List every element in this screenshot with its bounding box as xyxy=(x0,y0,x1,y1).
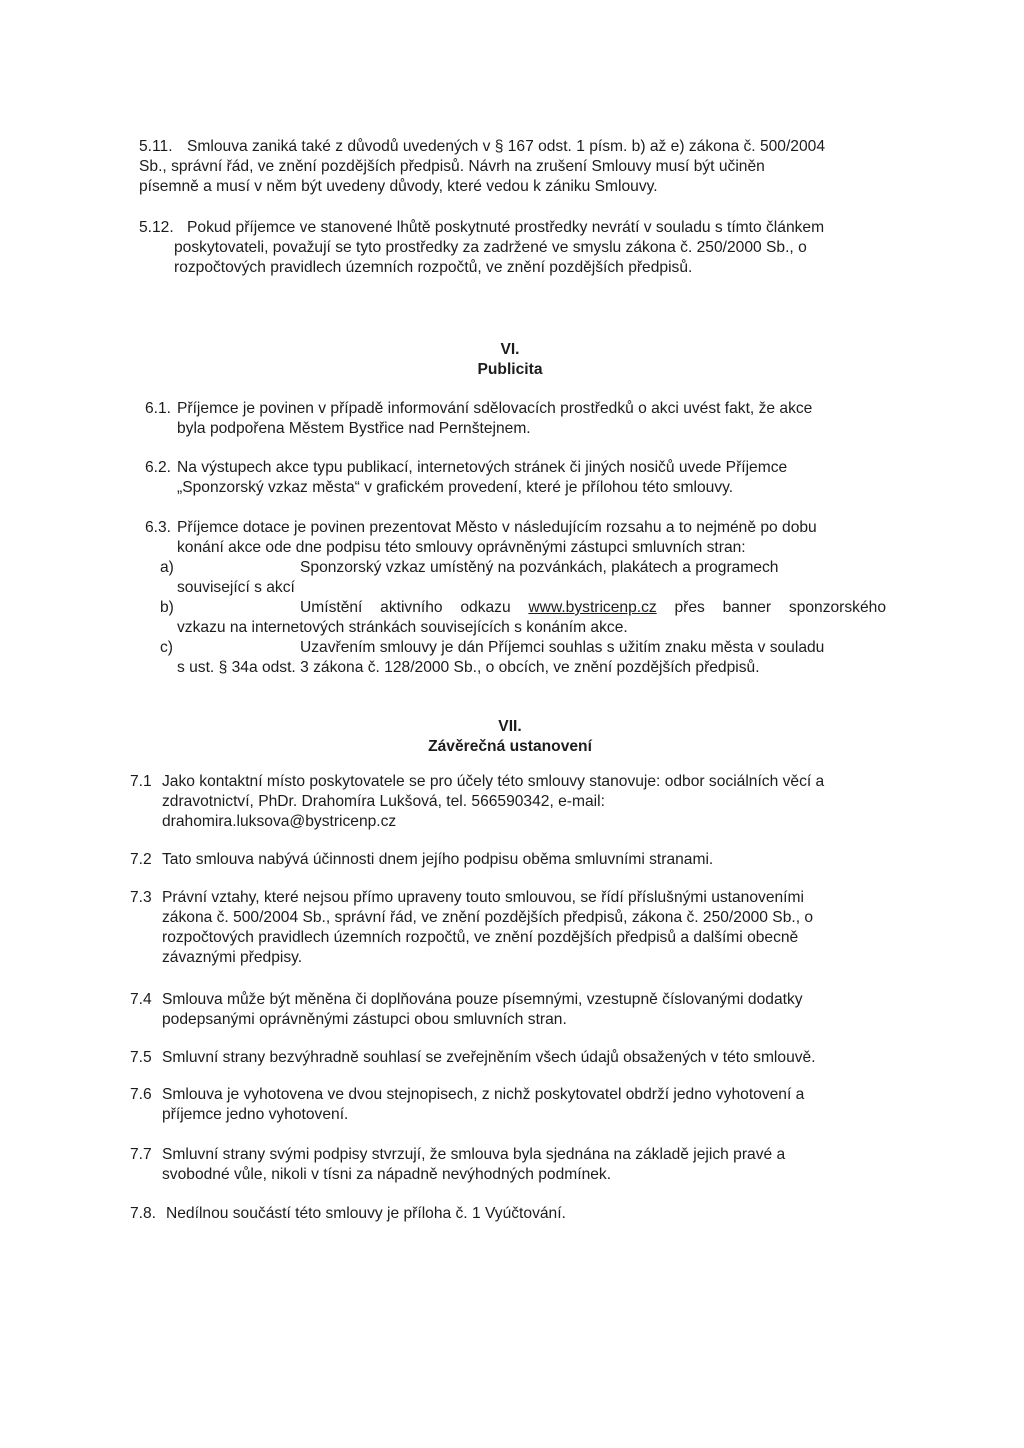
clause-7-3-line-2: zákona č. 500/2004 Sb., správní řád, ve znění pozdějších předpisů, zákona č. 250/2000 Sb., o xyxy=(162,909,814,926)
clause-6-2-line-1: Na výstupech akce typu publikací, internetových stránek či jiných nosičů uvede Příjemce xyxy=(177,459,788,476)
clause-number-7-4: 7.4 xyxy=(130,991,152,1008)
clause-number-6-3: 6.3. xyxy=(145,519,172,536)
clause-6-1-body xyxy=(177,399,897,439)
item-b-label: b) xyxy=(160,599,174,616)
section-6-title: Publicita xyxy=(477,361,543,378)
clause-7-7-body xyxy=(162,1145,898,1185)
clause-7-4-line-2: podepsanými oprávněnými zástupci obou smluvních stran. xyxy=(162,1011,567,1028)
item-c-label: c) xyxy=(160,639,173,656)
clause-5-12-line-3: rozpočtových pravidlech územních rozpočtů, ve znění pozdějších předpisů. xyxy=(174,259,693,276)
clause-7-2-body xyxy=(162,850,898,870)
item-a-line-1: Sponzorský vzkaz umístěný na pozvánkách, plakátech a programech xyxy=(300,559,779,576)
clause-7-8-body xyxy=(166,1204,898,1224)
section-6-roman: VI. xyxy=(500,341,520,358)
clause-7-1-body xyxy=(162,772,898,832)
clause-6-1-line-1: Příjemce je povinen v případě informování sdělovacích prostředků o akci uvést fakt, že akce xyxy=(177,400,813,417)
clause-7-1-line-3: drahomira.luksova@bystricenp.cz xyxy=(162,813,397,830)
clause-5-11-line-1: Smlouva zaniká také z důvodů uvedených v § 167 odst. 1 písm. b) až e) zákona č. 500/2004 xyxy=(187,138,825,155)
clause-5-11-body xyxy=(139,157,909,197)
clause-7-4-line-1: Smlouva může být měněna či doplňována pouze písemnými, vzestupně číslovanými dodatky xyxy=(162,991,803,1008)
clause-7-3-line-4: závaznými předpisy. xyxy=(162,949,303,966)
clause-number-7-5: 7.5 xyxy=(130,1049,152,1066)
clause-5-11-line-3: písemně a musí v něm být uvedeny důvody, které vedou k zániku Smlouvy. xyxy=(139,178,658,195)
clause-7-3-body xyxy=(162,888,898,968)
clause-number-6-2: 6.2. xyxy=(145,459,172,476)
item-c-line-1: Uzavřením smlouvy je dán Příjemci souhlas s užitím znaku města v souladu xyxy=(300,639,825,656)
clause-6-2-body xyxy=(177,458,887,498)
item-a-line-2: související s akcí xyxy=(177,579,295,596)
clause-7-1-line-2: zdravotnictví, PhDr. Drahomíra Lukšová, tel. 566590342, e-mail: xyxy=(162,793,605,810)
item-b-line-2-wrap xyxy=(177,618,877,638)
clause-6-3-line-2: konání akce ode dne podpisu této smlouvy oprávněnými zástupci smluvních stran: xyxy=(177,539,746,556)
section-7-title: Závěrečná ustanovení xyxy=(428,738,592,755)
clause-7-5-body xyxy=(162,1048,898,1068)
item-a-line-2-wrap xyxy=(177,578,877,598)
clause-number-7-7: 7.7 xyxy=(130,1146,152,1163)
item-c-line-2: s ust. § 34a odst. 3 zákona č. 128/2000 Sb., o obcích, ve znění pozdějších předpisů. xyxy=(177,659,760,676)
clause-5-11-first-line-wrap xyxy=(187,137,909,157)
clause-number-7-2: 7.2 xyxy=(130,851,152,868)
clause-7-4-body xyxy=(162,990,898,1030)
section-7-roman: VII. xyxy=(498,718,522,735)
clause-7-7-line-2: svobodné vůle, nikoli v tísni za nápadně nevýhodných podmínek. xyxy=(162,1166,612,1183)
clause-5-12-body xyxy=(174,238,909,278)
item-b-line-1-pre: Umístění aktivního odkazu xyxy=(300,599,511,616)
clause-7-2-line-1: Tato smlouva nabývá účinnosti dnem jejího podpisu oběma smluvními stranami. xyxy=(162,851,714,868)
clause-7-5-line-1: Smluvní strany bezvýhradně souhlasí se zveřejněním všech údajů obsažených v této smlouvě. xyxy=(162,1049,816,1066)
clause-6-3-body xyxy=(177,518,897,558)
item-c-line-1-wrap xyxy=(300,638,886,658)
item-a-line-1-wrap xyxy=(300,558,886,578)
clause-number-5-12: 5.12. xyxy=(139,219,174,236)
item-b-line-1-post: přes banner sponzorského xyxy=(674,599,886,616)
clause-7-6-line-1: Smlouva je vyhotovena ve dvou stejnopisech, z nichž poskytovatel obdrží jedno vyhotovení a xyxy=(162,1086,805,1103)
item-c-line-2-wrap xyxy=(177,658,877,678)
clause-6-3-line-1: Příjemce dotace je povinen prezentovat Město v následujícím rozsahu a to nejméně po dobu xyxy=(177,519,817,536)
clause-7-3-line-3: rozpočtových pravidlech územních rozpočtů, ve znění pozdějších předpisů a dalšími obecně xyxy=(162,929,799,946)
clause-6-1-line-2: byla podpořena Městem Bystřice nad Pernštejnem. xyxy=(177,420,531,437)
clause-number-7-1: 7.1 xyxy=(130,773,152,790)
clause-7-7-line-1: Smluvní strany svými podpisy stvrzují, že smlouva byla sjednána na základě jejich pravé a xyxy=(162,1146,786,1163)
clause-number-5-11: 5.11. xyxy=(139,138,173,155)
clause-7-6-line-2: příjemce jedno vyhotovení. xyxy=(162,1106,349,1123)
website-link[interactable]: www.bystricenp.cz xyxy=(528,599,657,616)
clause-5-12-first-line-wrap xyxy=(187,218,909,238)
item-a-label: a) xyxy=(160,559,174,576)
clause-7-1-line-1: Jako kontaktní místo poskytovatele se pro účely této smlouvy stanovuje: odbor sociálních věcí a xyxy=(162,773,825,790)
clause-number-7-6: 7.6 xyxy=(130,1086,152,1103)
clause-7-3-line-1: Právní vztahy, které nejsou přímo upraveny touto smlouvou, se řídí příslušnými ustanoveními xyxy=(162,889,804,906)
clause-5-11-line-2: Sb., správní řád, ve znění pozdějších předpisů. Návrh na zrušení Smlouvy musí být učiněn xyxy=(139,158,765,175)
clause-number-7-8: 7.8. xyxy=(130,1205,157,1222)
clause-number-6-1: 6.1. xyxy=(145,400,172,417)
item-b-line-1-wrap xyxy=(300,598,886,618)
clause-6-2-line-2: „Sponzorský vzkaz města“ v grafickém provedení, které je přílohou této smlouvy. xyxy=(177,479,734,496)
clause-5-12-line-1: Pokud příjemce ve stanovené lhůtě poskytnuté prostředky nevrátí v souladu s tímto článkem xyxy=(187,219,825,236)
clause-5-12-line-2: poskytovateli, považují se tyto prostředky za zadržené ve smyslu zákona č. 250/2000 Sb., o xyxy=(174,239,807,256)
clause-7-6-body xyxy=(162,1085,898,1125)
clause-number-7-3: 7.3 xyxy=(130,889,152,906)
item-b-line-2: vzkazu na internetových stránkách souvisejících s konáním akce. xyxy=(177,619,628,636)
clause-7-8-line-1: Nedílnou součástí této smlouvy je příloha č. 1 Vyúčtování. xyxy=(166,1205,566,1222)
